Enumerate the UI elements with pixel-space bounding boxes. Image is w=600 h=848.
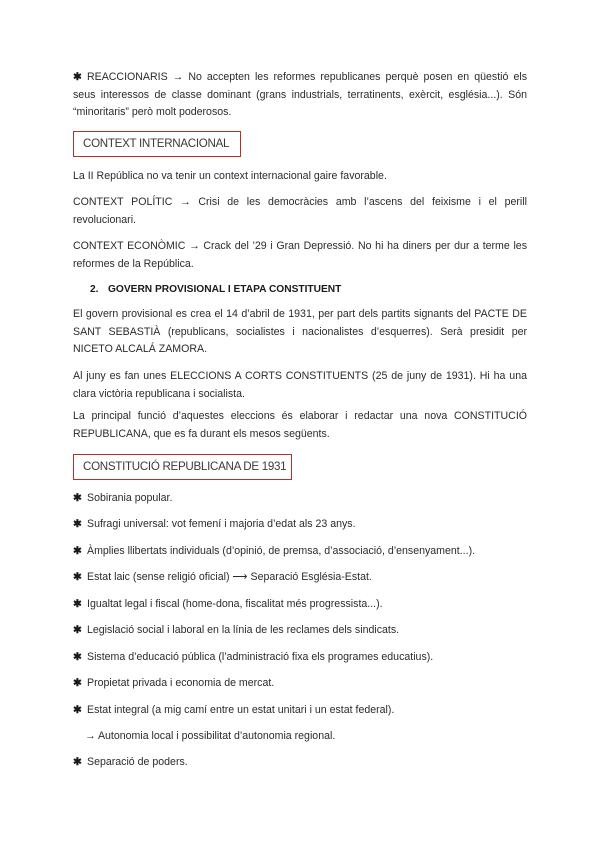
asterisk-bullet-icon: ✱ <box>73 492 82 504</box>
list-item-text: Separació de poders. <box>87 756 188 768</box>
list-item <box>73 702 394 720</box>
list-item-text: Igualtat legal i fiscal (home-dona, fiscalitat més progressista...). <box>87 598 383 610</box>
section-heading-context-internacional: CONTEXT INTERNACIONAL <box>73 131 241 157</box>
section-heading-constitucio: CONSTITUCIÓ REPUBLICANA DE 1931 <box>73 454 292 480</box>
asterisk-bullet-icon: ✱ <box>73 651 82 663</box>
list-item <box>73 516 356 534</box>
asterisk-bullet-icon: ✱ <box>73 704 82 716</box>
govern-paragraph-2: Al juny es fan unes ELECCIONS A CORTS CONSTITUENTS (25 de juny de 1931). Hi ha una clara victòria republicana i socialista. <box>73 370 527 400</box>
asterisk-bullet-icon: ✱ <box>73 545 82 557</box>
list-item-text: Sufragi universal: vot femení i majoria d’edat als 23 anys. <box>87 518 356 530</box>
asterisk-bullet-icon: ✱ <box>73 756 82 768</box>
context-politic-paragraph: CONTEXT POLÍTIC → Crisi de les democràcies amb l’ascens del feixisme i el perill revolucionari. <box>73 196 527 226</box>
list-item-text: Àmplies llibertats individuals (d’opinió, de premsa, d’associació, d’ensenyament...). <box>87 545 476 557</box>
list-item-text: Estat laic (sense religió oficial) ⟶ Separació Església-Estat. <box>87 571 372 583</box>
section-title: GOVERN PROVISIONAL I ETAPA CONSTITUENT <box>108 284 342 295</box>
list-item-text: Sobirania popular. <box>87 492 173 504</box>
asterisk-bullet-icon: ✱ <box>73 598 82 610</box>
asterisk-bullet-icon: ✱ <box>73 624 82 636</box>
list-item <box>73 754 188 772</box>
asterisk-bullet-icon: ✱ <box>73 71 82 83</box>
list-item <box>73 649 433 667</box>
list-item <box>73 569 372 587</box>
govern-paragraph-3: La principal funció d’aquestes eleccions és elaborar i redactar una nova CONSTITUCIÓ REPUBLICANA, que es fa durant els mesos següents. <box>73 410 527 440</box>
list-item-text: Sistema d’educació pública (l’administració fixa els programes educatius). <box>87 651 434 663</box>
list-item-text: Propietat privada i economia de mercat. <box>87 677 275 689</box>
asterisk-bullet-icon: ✱ <box>73 571 82 583</box>
list-item <box>73 675 274 693</box>
list-item <box>73 596 383 614</box>
govern-paragraph-1: El govern provisional es crea el 14 d’abril de 1931, per part dels partits signants del PACTE DE SANT SEBASTIÀ (republicans, socialistes i nacionalistes d’esquerres). Serà presidit per NICETO ALCALÁ ZAMORA. <box>73 308 527 355</box>
section-number: 2. <box>90 284 99 295</box>
asterisk-bullet-icon: ✱ <box>73 677 82 689</box>
list-item <box>73 490 172 508</box>
sub-list-item: → Autonomia local i possibilitat d’autonomia regional. <box>85 730 336 742</box>
reaccionaris-paragraph <box>73 69 527 122</box>
asterisk-bullet-icon: ✱ <box>73 518 82 530</box>
list-item-text: Estat integral (a mig camí entre un estat unitari i un estat federal). <box>87 704 395 716</box>
context-economic-paragraph: CONTEXT ECONÒMIC → Crack del ’29 i Gran Depressió. No hi ha diners per dur a terme les reformes de la República. <box>73 240 527 270</box>
list-item-text: Legislació social i laboral en la línia de les reclames dels sindicats. <box>87 624 400 636</box>
context-intro-paragraph: La II República no va tenir un context internacional gaire favorable. <box>73 170 387 182</box>
reaccionaris-text: REACCIONARIS → No accepten les reformes republicanes perquè posen en qüestió els seus interessos de classe dominant (grans industrials, terratinents, exèrcit, església...). Són “minoritaris” però molt poderosos. <box>73 71 527 118</box>
section-heading-govern-provisional <box>90 281 341 299</box>
list-item <box>73 543 475 561</box>
list-item <box>73 622 399 640</box>
